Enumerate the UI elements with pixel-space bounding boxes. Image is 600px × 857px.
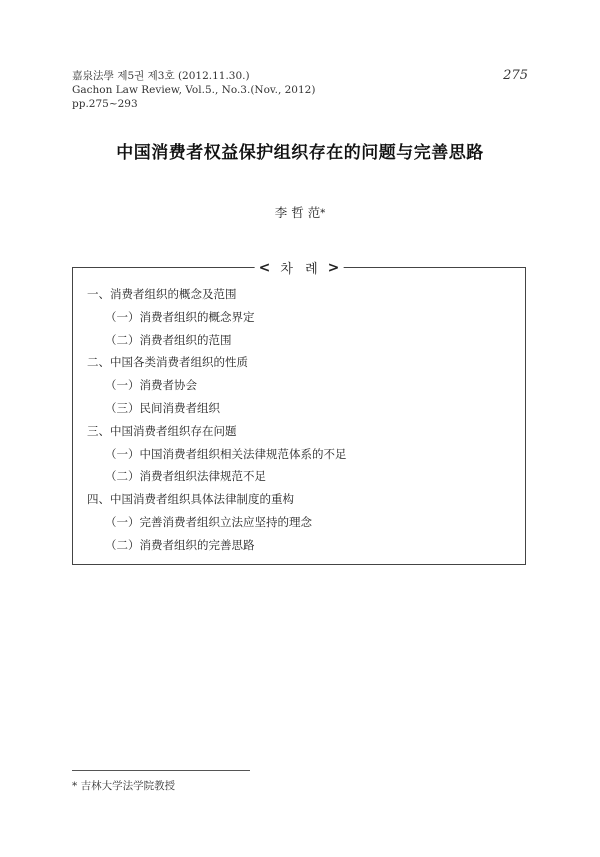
toc-item: （二）消费者组织的完善思路 <box>105 537 255 552</box>
toc-item: 三、中国消费者组织存在问题 <box>87 423 237 438</box>
page-number: 275 <box>503 68 528 83</box>
toc-item: （三）民间消费者组织 <box>105 400 220 415</box>
table-of-contents <box>72 259 526 565</box>
toc-item: （二）消费者组织的范围 <box>105 332 232 347</box>
paper-title: 中国消费者权益保护组织存在的问题与完善思路 <box>116 143 484 163</box>
footnote: * 吉林大学法学院教授 <box>72 780 176 792</box>
toc-item: （一）完善消费者组织立法应坚持的理念 <box>105 514 312 529</box>
left-angle-icon: < <box>258 259 271 276</box>
journal-header-line-2: Gachon Law Review, Vol.5., No.3.(Nov., 2012) <box>72 84 316 96</box>
toc-heading-text: 차 례 <box>280 262 322 277</box>
toc-item: （一）消费者协会 <box>105 378 197 393</box>
author-name: 李 哲 范 <box>274 205 321 220</box>
toc-item: 一、消费者组织的概念及范围 <box>87 287 237 301</box>
journal-header-line-1: 嘉泉法學 제5권 제3호 (2012.11.30.) <box>72 70 250 82</box>
journal-header-line-3: pp.275~293 <box>72 98 138 110</box>
toc-item: （二）消费者组织法律规范不足 <box>105 469 266 484</box>
journal-header <box>72 69 315 111</box>
toc-list <box>87 283 347 557</box>
footnote-divider <box>72 770 250 771</box>
right-angle-icon: > <box>327 259 340 276</box>
toc-item: 二、中国各类消费者组织的性质 <box>87 355 248 370</box>
toc-item: （一）消费者组织的概念界定 <box>105 309 255 324</box>
toc-item: （一）中国消费者组织相关法律规范体系的不足 <box>105 446 347 461</box>
toc-item: 四、中国消费者组织具体法律制度的重构 <box>87 492 294 507</box>
author-line <box>0 203 600 221</box>
author-footnote-mark: * <box>320 208 326 219</box>
toc-heading <box>255 258 344 277</box>
